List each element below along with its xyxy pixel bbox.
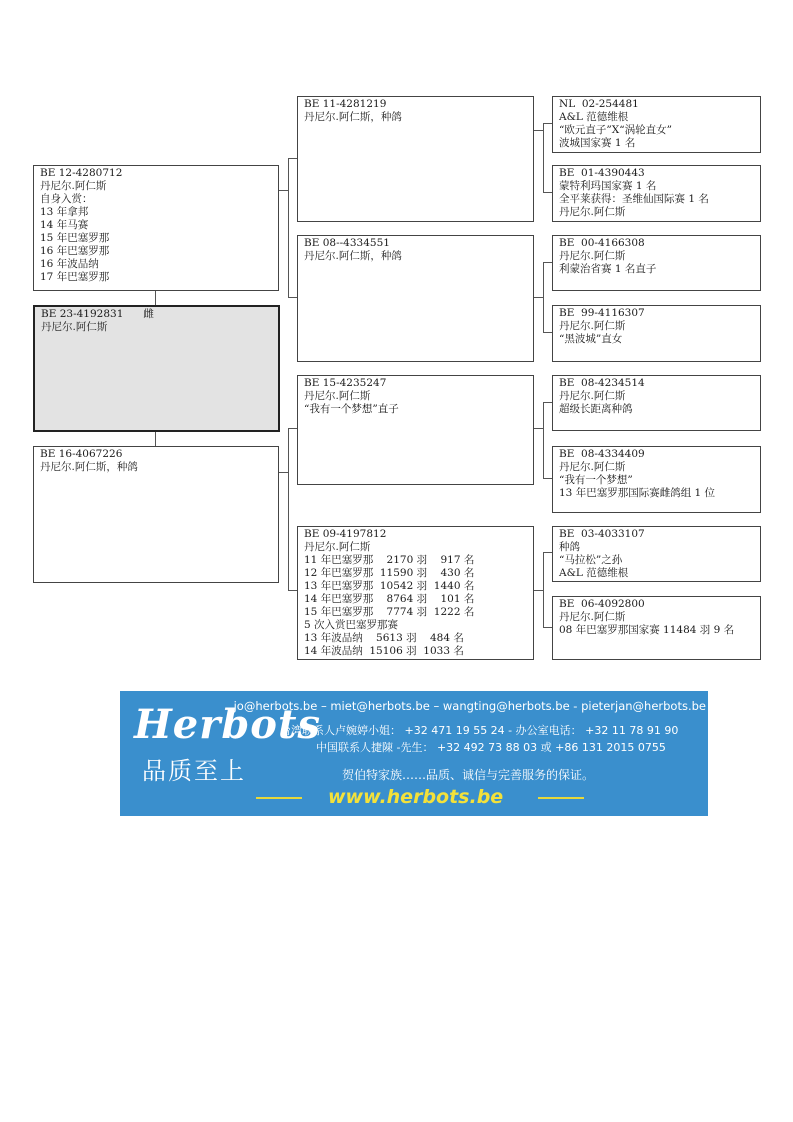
pedigree-line: 14 年波品纳 15106 羽 1033 名 (304, 645, 464, 657)
pedigree-box-sire-sire (297, 96, 534, 222)
banner-contact-taiwan: 台湾联系人卢婉婷小姐： +32 471 19 55 24 - 办公室电话： +32 11 78 91 90 (280, 724, 679, 737)
pedigree-box-dss (552, 375, 761, 431)
pedigree-line: “黑波城”直女 (559, 333, 623, 345)
pedigree-line: 种鸽 (559, 541, 580, 553)
pedigree-line: 13 年波品纳 5613 羽 484 名 (304, 632, 464, 644)
ring-number: BE 06-4092800 (559, 598, 645, 610)
pedigree-line: 丹尼尔.阿仁斯 (41, 321, 108, 333)
connector-line (533, 297, 543, 298)
pedigree-line: A&L 范德维根 (559, 111, 629, 123)
pedigree-box-ddd (552, 596, 761, 660)
pedigree-line: 丹尼尔.阿仁斯 (304, 541, 371, 553)
pedigree-line: 丹尼尔.阿仁斯 (40, 180, 107, 192)
connector-line (288, 158, 289, 298)
ring-number: BE 09-4197812 (304, 528, 387, 540)
banner-contact-china: 中国联系人捷陳 -先生： +32 492 73 88 03 或 +86 131 2015 0755 (316, 741, 666, 754)
herbots-banner (120, 691, 708, 816)
pedigree-box-sss (552, 96, 761, 153)
pedigree-line: 13 年巴塞罗那国际赛雌鸽组 1 位 (559, 487, 716, 499)
pedigree-line: 自身入赏： (40, 193, 93, 205)
pedigree-line: 16 年波品纳 (40, 258, 99, 270)
connector-line (533, 590, 543, 591)
decorative-dash (538, 797, 584, 799)
pedigree-line: 丹尼尔.阿仁斯 (559, 461, 626, 473)
pedigree-line: 全平莱获得：圣维仙国际赛 1 名 (559, 193, 709, 205)
connector-line (543, 123, 544, 193)
pedigree-line: 16 年巴塞罗那 (40, 245, 110, 257)
pedigree-box-sds (552, 235, 761, 291)
banner-emails[interactable]: jo@herbots.be – miet@herbots.be – wangting@herbots.be - pieterjan@herbots.be (233, 699, 706, 713)
pedigree-line: 08 年巴塞罗那国家赛 11484 羽 9 名 (559, 624, 735, 636)
pedigree-line: 丹尼尔.阿仁斯，种鸽 (304, 111, 402, 123)
ring-number: BE 03-4033107 (559, 528, 645, 540)
herbots-logo: Herbots (134, 701, 321, 748)
ring-number: BE 11-4281219 (304, 98, 387, 110)
pedigree-line: 丹尼尔.阿仁斯 (559, 206, 626, 218)
pedigree-line: A&L 范德维根 (559, 567, 629, 579)
connector-line (533, 428, 543, 429)
connector-line (533, 130, 543, 131)
pedigree-line: 14 年马赛 (40, 219, 89, 231)
pedigree-box-ssd (552, 165, 761, 222)
ring-number: BE 23-4192831 雌 (41, 308, 154, 320)
pedigree-line: “我有一个梦想”直子 (304, 403, 399, 415)
connector-line (155, 431, 156, 446)
ring-number: BE 01-4390443 (559, 167, 645, 179)
banner-slogan: 品质至上 (142, 757, 246, 785)
pedigree-box-dam-dam (297, 526, 534, 660)
ring-number: BE 15-4235247 (304, 377, 387, 389)
banner-website-link[interactable]: www.herbots.be (328, 786, 504, 808)
pedigree-line: “欧元直子”X“涡轮直女” (559, 124, 672, 136)
ring-number: BE 99-4116307 (559, 307, 645, 319)
ring-number: BE 12-4280712 (40, 167, 123, 179)
pedigree-line: 丹尼尔.阿仁斯，种鸽 (304, 250, 402, 262)
pedigree-line: 超级长距离种鸽 (559, 403, 633, 415)
connector-line (543, 552, 544, 628)
pedigree-line: 波城国家赛 1 名 (559, 137, 636, 149)
ring-number: NL 02-254481 (559, 98, 639, 110)
pedigree-line: 丹尼尔.阿仁斯，种鸽 (40, 461, 138, 473)
pedigree-line: 15 年巴塞罗那 7774 羽 1222 名 (304, 606, 475, 618)
connector-line (155, 290, 156, 305)
pedigree-line: 13 年巴塞罗那 10542 羽 1440 名 (304, 580, 475, 592)
ring-number: BE 16-4067226 (40, 448, 123, 460)
ring-number: BE 08--4334551 (304, 237, 390, 249)
pedigree-line: 15 年巴塞罗那 (40, 232, 110, 244)
pedigree-line: “马拉松”之孙 (559, 554, 623, 566)
pedigree-box-sdd (552, 305, 761, 362)
pedigree-line: 11 年巴塞罗那 2170 羽 917 名 (304, 554, 475, 566)
pedigree-box-sire (33, 165, 279, 291)
pedigree-line: 利蒙治省赛 1 名直子 (559, 263, 657, 275)
pedigree-line: “我有一个梦想” (559, 474, 633, 486)
connector-line (288, 428, 289, 591)
ring-number: BE 00-4166308 (559, 237, 645, 249)
pedigree-box-subject (33, 305, 280, 432)
pedigree-line: 丹尼尔.阿仁斯 (559, 611, 626, 623)
pedigree-line: 丹尼尔.阿仁斯 (559, 390, 626, 402)
pedigree-line: 丹尼尔.阿仁斯 (559, 320, 626, 332)
pedigree-line: 12 年巴塞罗那 11590 羽 430 名 (304, 567, 475, 579)
pedigree-line: 丹尼尔.阿仁斯 (304, 390, 371, 402)
connector-line (278, 472, 288, 473)
pedigree-line: 蒙特利玛国家赛 1 名 (559, 180, 657, 192)
connector-line (278, 190, 288, 191)
pedigree-line: 13 年拿邦 (40, 206, 89, 218)
pedigree-box-dam (33, 446, 279, 583)
pedigree-line: 丹尼尔.阿仁斯 (559, 250, 626, 262)
pedigree-line: 14 年巴塞罗那 8764 羽 101 名 (304, 593, 475, 605)
banner-tagline: 贺伯特家族……品质、诚信与完善服务的保证。 (342, 768, 595, 782)
connector-line (543, 402, 544, 479)
pedigree-box-dam-sire (297, 375, 534, 485)
connector-line (543, 262, 544, 333)
pedigree-box-dds (552, 526, 761, 582)
pedigree-box-sire-dam (297, 235, 534, 362)
ring-number: BE 08-4334409 (559, 448, 645, 460)
pedigree-line: 5 次入赏巴塞罗那赛 (304, 619, 399, 631)
ring-number: BE 08-4234514 (559, 377, 645, 389)
pedigree-box-dsd (552, 446, 761, 513)
pedigree-line: 17 年巴塞罗那 (40, 271, 110, 283)
decorative-dash (256, 797, 302, 799)
